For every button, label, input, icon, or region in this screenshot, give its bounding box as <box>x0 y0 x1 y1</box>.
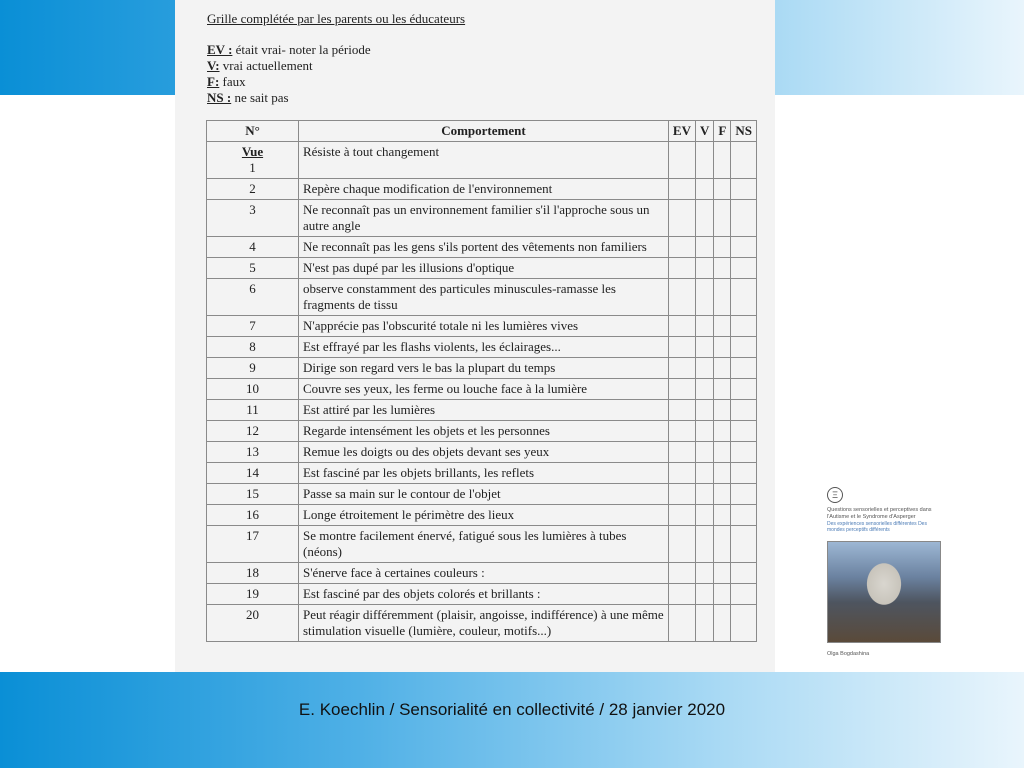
row-number: 19 <box>207 584 299 605</box>
row-number: 20 <box>207 605 299 642</box>
cell-f <box>714 237 731 258</box>
cell-ns <box>731 258 757 279</box>
cell-v <box>695 316 713 337</box>
row-number: 8 <box>207 337 299 358</box>
table-row <box>207 316 757 337</box>
table-row <box>207 484 757 505</box>
row-number: 4 <box>207 237 299 258</box>
table-row <box>207 505 757 526</box>
cell-ns <box>731 400 757 421</box>
cell-ev <box>668 200 695 237</box>
cell-v <box>695 442 713 463</box>
cell-f <box>714 400 731 421</box>
table-row <box>207 584 757 605</box>
table-row <box>207 526 757 563</box>
cell-f <box>714 605 731 642</box>
cell-ev <box>668 316 695 337</box>
cell-f <box>714 258 731 279</box>
cell-ev <box>668 563 695 584</box>
cell-v <box>695 337 713 358</box>
header-f: F <box>714 121 731 142</box>
cell-ns <box>731 563 757 584</box>
row-number: 3 <box>207 200 299 237</box>
cell-v <box>695 584 713 605</box>
legend-item-ns: NS : ne sait pas <box>207 90 289 105</box>
table-row <box>207 442 757 463</box>
cell-ev <box>668 279 695 316</box>
cell-f <box>714 442 731 463</box>
cell-f <box>714 379 731 400</box>
row-number: 17 <box>207 526 299 563</box>
table-row <box>207 421 757 442</box>
table-row <box>207 237 757 258</box>
row-behavior: Se montre facilement énervé, fatigué sous les lumières à tubes (néons) <box>298 526 668 563</box>
cell-ev <box>668 421 695 442</box>
cell-ns <box>731 463 757 484</box>
row-behavior: Est fasciné par les objets brillants, les reflets <box>298 463 668 484</box>
cell-f <box>714 563 731 584</box>
behavior-table <box>206 120 757 642</box>
cell-ns <box>731 584 757 605</box>
row-behavior: N'est pas dupé par les illusions d'optique <box>298 258 668 279</box>
scanned-document <box>175 0 775 672</box>
cell-v <box>695 142 713 179</box>
row-behavior: Ne reconnaît pas les gens s'ils portent des vêtements non familiers <box>298 237 668 258</box>
cell-v <box>695 421 713 442</box>
document-title: Grille complétée par les parents ou les éducateurs <box>207 11 466 26</box>
legend-item-v: V: vrai actuellement <box>207 58 313 73</box>
cell-ns <box>731 316 757 337</box>
row-number: 16 <box>207 505 299 526</box>
cell-ns <box>731 358 757 379</box>
table-row <box>207 605 757 642</box>
cell-v <box>695 179 713 200</box>
row-number: 12 <box>207 421 299 442</box>
cell-ns <box>731 484 757 505</box>
cell-ns <box>731 279 757 316</box>
row-behavior: Est attiré par les lumières <box>298 400 668 421</box>
xi-icon: Ξ <box>827 487 843 503</box>
book-subtitle: Des expériences sensorielles différentes Des mondes perceptifs différents <box>827 521 927 533</box>
cell-v <box>695 200 713 237</box>
cell-v <box>695 358 713 379</box>
header-number: N° <box>207 121 299 142</box>
cell-ns <box>731 379 757 400</box>
cell-f <box>714 279 731 316</box>
row-behavior: Est effrayé par les flashs violents, les éclairages... <box>298 337 668 358</box>
header-ns: NS <box>731 121 757 142</box>
row-number: Vue 1 <box>207 142 299 179</box>
section-label: Vue <box>241 144 264 159</box>
book-cover <box>827 487 942 667</box>
row-number: 18 <box>207 563 299 584</box>
table-row <box>207 563 757 584</box>
row-number: 11 <box>207 400 299 421</box>
book-title: Questions sensorielles et perceptives dans l'Autisme et le Syndrome d'Asperger <box>827 507 932 520</box>
cell-ns <box>731 337 757 358</box>
legend-item-ev: EV : était vrai- noter la période <box>207 42 371 57</box>
table-row <box>207 400 757 421</box>
cell-ev <box>668 237 695 258</box>
cell-v <box>695 605 713 642</box>
row-behavior: N'apprécie pas l'obscurité totale ni les lumières vives <box>298 316 668 337</box>
cell-f <box>714 505 731 526</box>
cell-v <box>695 463 713 484</box>
row-behavior: Longe étroitement le périmètre des lieux <box>298 505 668 526</box>
cell-v <box>695 279 713 316</box>
cell-ns <box>731 237 757 258</box>
row-behavior: Passe sa main sur le contour de l'objet <box>298 484 668 505</box>
cell-ev <box>668 400 695 421</box>
row-number: 2 <box>207 179 299 200</box>
cell-ns <box>731 605 757 642</box>
cell-f <box>714 463 731 484</box>
footer-text: E. Koechlin / Sensorialité en collectivité / 28 janvier 2020 <box>298 700 726 719</box>
cell-f <box>714 358 731 379</box>
row-number: 10 <box>207 379 299 400</box>
cell-ev <box>668 584 695 605</box>
cell-v <box>695 258 713 279</box>
row-behavior: Remue les doigts ou des objets devant ses yeux <box>298 442 668 463</box>
table-row <box>207 142 757 179</box>
cell-ns <box>731 526 757 563</box>
cell-v <box>695 237 713 258</box>
legend <box>207 42 371 106</box>
cell-f <box>714 316 731 337</box>
cell-v <box>695 400 713 421</box>
cell-f <box>714 421 731 442</box>
cell-ev <box>668 179 695 200</box>
cell-ev <box>668 605 695 642</box>
cell-ev <box>668 142 695 179</box>
cell-ev <box>668 505 695 526</box>
legend-item-f: F: faux <box>207 74 246 89</box>
cell-v <box>695 379 713 400</box>
cell-f <box>714 337 731 358</box>
cell-ns <box>731 142 757 179</box>
row-behavior: Couvre ses yeux, les ferme ou louche face à la lumière <box>298 379 668 400</box>
cell-ns <box>731 505 757 526</box>
table-row <box>207 379 757 400</box>
row-behavior: Résiste à tout changement <box>298 142 668 179</box>
row-behavior: Ne reconnaît pas un environnement familier s'il l'approche sous un autre angle <box>298 200 668 237</box>
row-number: 6 <box>207 279 299 316</box>
row-number: 13 <box>207 442 299 463</box>
table-row <box>207 200 757 237</box>
cell-ns <box>731 442 757 463</box>
row-behavior: Peut réagir différemment (plaisir, angoisse, indifférence) à une même stimulation visuelle (lumière, couleur, motifs...) <box>298 605 668 642</box>
bottom-banner <box>0 672 1024 768</box>
table-row <box>207 179 757 200</box>
book-author: Olga Bogdashina <box>827 651 870 657</box>
row-behavior: observe constamment des particules minuscules-ramasse les fragments de tissu <box>298 279 668 316</box>
cell-f <box>714 179 731 200</box>
cell-v <box>695 505 713 526</box>
table-row <box>207 358 757 379</box>
cell-f <box>714 526 731 563</box>
row-behavior: Dirige son regard vers le bas la plupart du temps <box>298 358 668 379</box>
cell-f <box>714 484 731 505</box>
row-number: 9 <box>207 358 299 379</box>
cell-ev <box>668 337 695 358</box>
cell-ev <box>668 526 695 563</box>
table-row <box>207 258 757 279</box>
row-behavior: S'énerve face à certaines couleurs : <box>298 563 668 584</box>
row-number: 5 <box>207 258 299 279</box>
row-behavior: Repère chaque modification de l'environnement <box>298 179 668 200</box>
header-v: V <box>695 121 713 142</box>
row-number: 14 <box>207 463 299 484</box>
row-behavior: Regarde intensément les objets et les personnes <box>298 421 668 442</box>
table-header-row <box>207 121 757 142</box>
row-number: 15 <box>207 484 299 505</box>
cell-ns <box>731 421 757 442</box>
table-row <box>207 463 757 484</box>
table-row <box>207 337 757 358</box>
row-behavior: Est fasciné par des objets colorés et brillants : <box>298 584 668 605</box>
header-ev: EV <box>668 121 695 142</box>
book-cover-image <box>827 541 941 643</box>
cell-ev <box>668 258 695 279</box>
row-number: 7 <box>207 316 299 337</box>
cell-f <box>714 142 731 179</box>
cell-ev <box>668 484 695 505</box>
cell-f <box>714 584 731 605</box>
cell-f <box>714 200 731 237</box>
cell-ev <box>668 463 695 484</box>
cell-ns <box>731 200 757 237</box>
cell-ev <box>668 379 695 400</box>
cell-ns <box>731 179 757 200</box>
header-behavior: Comportement <box>298 121 668 142</box>
cell-ev <box>668 358 695 379</box>
cell-ev <box>668 442 695 463</box>
cell-v <box>695 484 713 505</box>
table-row <box>207 279 757 316</box>
cell-v <box>695 563 713 584</box>
cell-v <box>695 526 713 563</box>
